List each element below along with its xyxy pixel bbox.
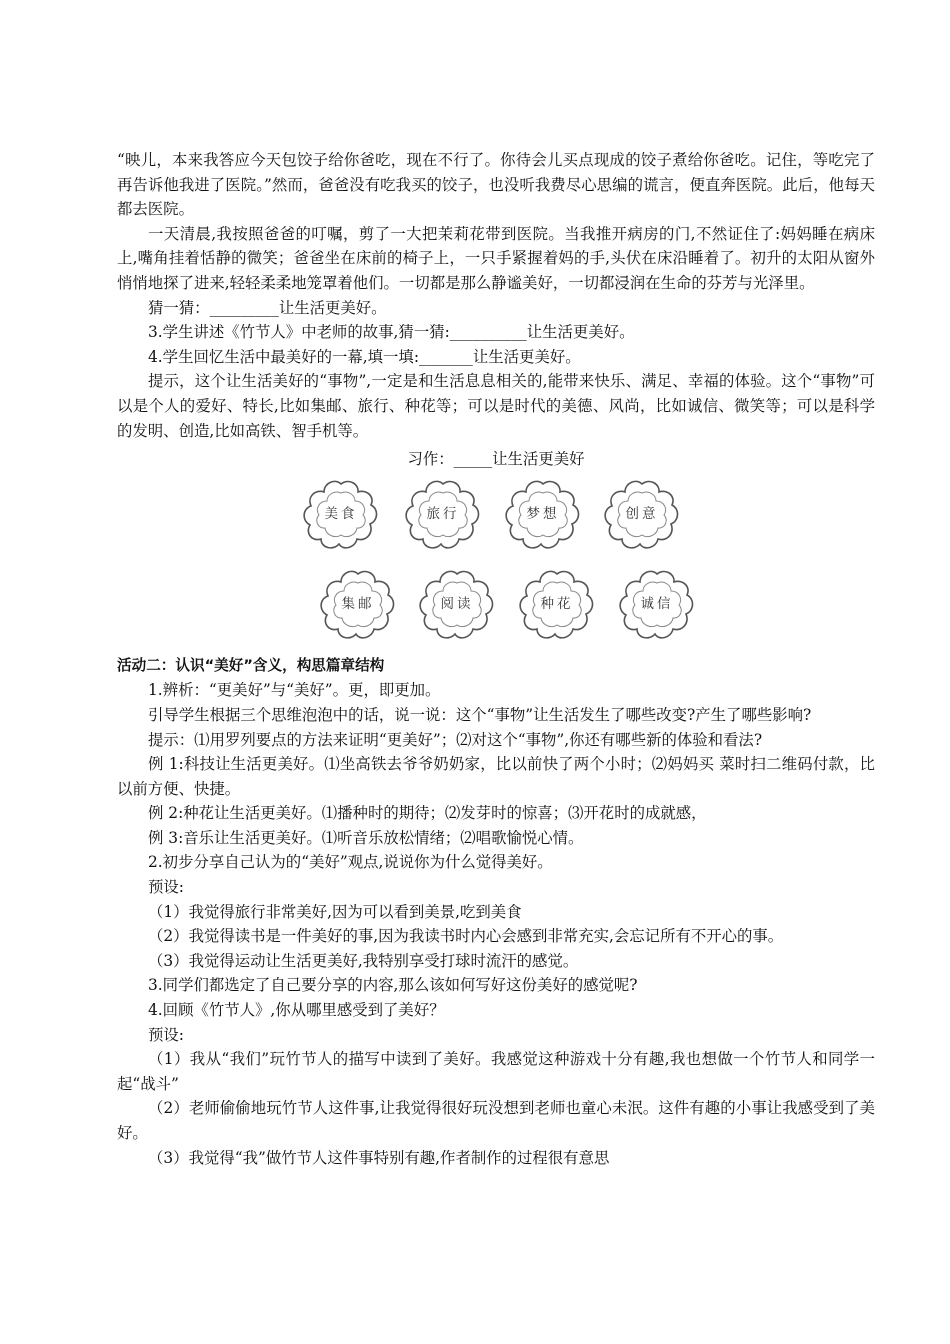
activity-2-line: 例 3:音乐让生活更美好。⑴听音乐放松情绪；⑵唱歌愉悦心情。 — [148, 828, 584, 847]
activity-2-line: 提示：⑴用罗列要点的方法来证明“更美好”；⑵对这个“事物”,你还有哪些新的体验和看法? — [148, 730, 763, 749]
activity-2-heading: 活动二：认识“美好”含义，构思篇章结构 — [117, 656, 385, 674]
topic-flower-group — [117, 478, 875, 646]
flower-zhonghua — [519, 568, 595, 640]
step-4-line: 4.学生回忆生活中最美好的一幕,填一填:_______让生活更美好。 — [148, 347, 581, 366]
flower-lvxing — [405, 478, 481, 550]
step-3-line: 3.学生讲述《竹节人》中老师的故事,猜一猜:__________让生活更美好。 — [148, 323, 635, 342]
activity-2-line: （2）我觉得读书是一件美好的事,因为我读书时内心会感到非常充实,会忘记所有不开心的事。 — [148, 927, 784, 946]
activity-2-line: 引导学生根据三个思维泡泡中的话，说一说：这个“事物”让生活发生了哪些改变?产生了哪些影响? — [148, 705, 812, 724]
guess-line: 猜一猜：_________让生活更美好。 — [148, 298, 387, 317]
activity-2-line: （3）我觉得运动让生活更美好,我特别享受打球时流汗的感觉。 — [148, 951, 579, 970]
activity-2-line: 预设: — [148, 1025, 184, 1044]
activity-2-line: 例 2:种花让生活更美好。⑴播种时的期待；⑵发芽时的惊喜；⑶开花时的成就感， — [148, 804, 707, 823]
story-paragraph-1: “映儿，本来我答应今天包饺子给你爸吃，现在不行了。你待会儿买点现成的饺子煮给你爸吃。记住，等吃完了再告诉他我进了医院。”然而，爸爸没有吃我买的饺子，也没听我费尽心思编的谎言，便直奔医院。此后，他每天都去医院。 — [117, 151, 875, 219]
activity-2-line: 4.回顾《竹节人》,你从哪里感受到了美好？ — [148, 1001, 445, 1020]
hint-paragraph: 提示，这个让生活美好的“事物”,一定是和生活息息相关的,能带来快乐、满足、幸福的体验。这个“事物”可以是个人的爱好、特长,比如集邮、旅行、种花等；可以是时代的美德、风尚，比如诚信、微笑等；可以是科学的发明、创造,比如高铁、智手机等。 — [117, 372, 875, 440]
activity-2-line: （3）我觉得“我”做竹节人这件事特别有趣,作者制作的过程很有意思 — [148, 1148, 610, 1167]
document-page — [117, 148, 875, 1170]
activity-2-line: （1）我觉得旅行非常美好,因为可以看到美景,吃到美食 — [148, 902, 522, 921]
flower-chengxin — [619, 568, 695, 640]
activity-2-line: （2）老师偷偷地玩竹节人这件事,让我觉得很好玩没想到老师也童心未泯。这件有趣的小事让我感受到了美好。 — [117, 1099, 875, 1142]
flower-label: 旅行 — [426, 505, 460, 522]
flower-jiyou — [320, 568, 396, 640]
flower-label: 梦想 — [526, 505, 560, 522]
flower-yuedu — [419, 568, 495, 640]
story-paragraph-2: 一天清晨,我按照爸爸的叮嘱，剪了一大把茉莉花带到医院。当我推开病房的门,不然证住了:妈妈睡在病床上,嘴角挂着恬静的微笑；爸爸坐在床前的椅子上，一只手紧握着妈的手,头伏在床沿睡着了。初升的太阳从窗外悄悄地探了进来,轻轻柔柔地笼罩着他们。一切都是那么静谧美好，一切都浸润在生命的芬芳与光泽里。 — [117, 224, 875, 292]
flower-label: 创意 — [625, 505, 659, 522]
flower-label: 诚信 — [640, 595, 674, 612]
activity-2-line: 2.初步分享自己认为的“美好”观点,说说你为什么觉得美好。 — [148, 853, 553, 872]
flower-label: 种花 — [540, 595, 574, 612]
activity-2-line: 3.同学们都选定了自己要分享的内容,那么该如何写好这份美好的感觉呢? — [148, 976, 638, 995]
activity-2-line: 例 1:科技让生活更美好。⑴坐高铁去爷爷奶奶家，比以前快了两个小时；⑵妈妈买 菜时扫二维码付款，比以前方便、快捷。 — [117, 755, 875, 798]
composition-title: 习作：_____让生活更美好 — [407, 450, 585, 469]
flower-meishi — [303, 478, 379, 550]
flower-label: 美食 — [324, 505, 358, 522]
flower-label: 阅读 — [440, 595, 474, 612]
flower-mengxiang — [505, 478, 581, 550]
activity-2-line: 预设: — [148, 878, 184, 897]
flower-label: 集邮 — [341, 595, 375, 612]
activity-2-line: 1.辨析：“更美好”与“美好”。更，即更加。 — [148, 681, 441, 700]
activity-2-line: （1）我从“我们”玩竹节人的描写中读到了美好。我感觉这种游戏十分有趣,我也想做一个竹节人和同学一起“战斗” — [117, 1050, 875, 1093]
flower-chuangyi — [604, 478, 680, 550]
